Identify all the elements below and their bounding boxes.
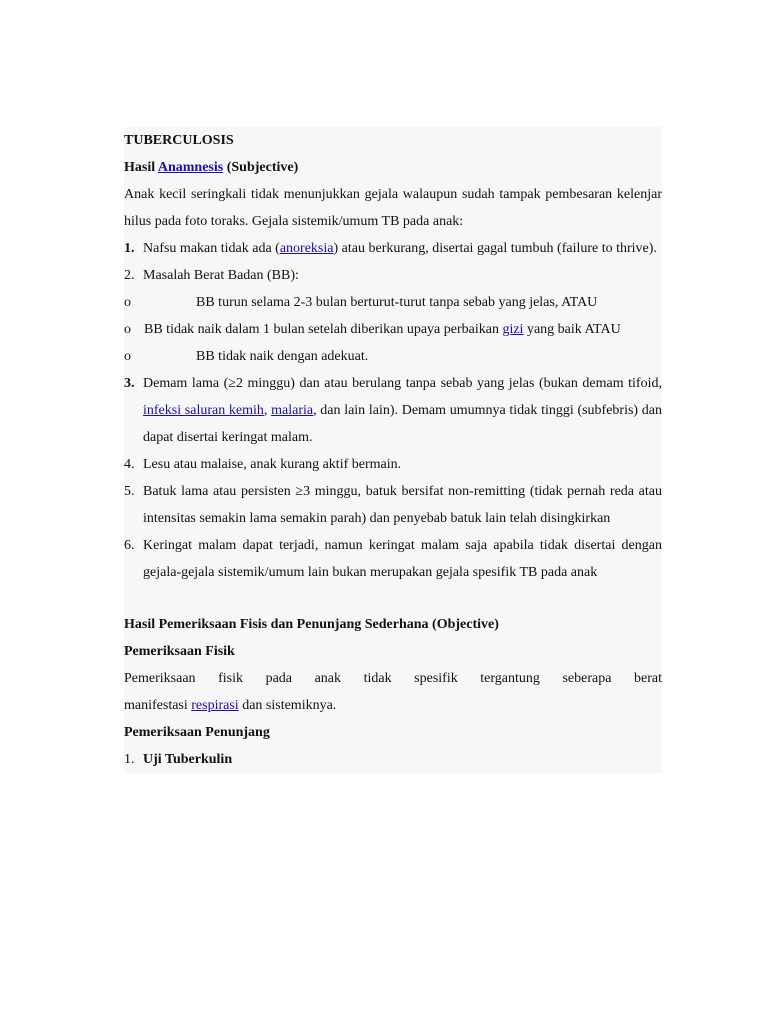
gizi-link[interactable]: gizi [502,322,524,337]
text-segment: BB tidak naik dalam 1 bulan setelah diberikan upaya perbaikan [144,322,503,337]
list-item-text: Lesu atau malaise, anak kurang aktif bermain. [143,457,402,472]
text-segment: dan sistemiknya. [238,698,337,713]
fisik-paragraph-line1: Pemeriksaan fisik pada anak tidak spesifik tergantung seberapa berat [124,671,662,686]
document-content [124,127,662,773]
sub-list-text [144,316,662,343]
sub-list-item [124,289,662,316]
malaria-link[interactable]: malaria [271,403,314,418]
list-item-text [143,235,662,262]
list-item-text: Keringat malam dapat terjadi, namun keringat malam saja apabila tidak disertai dengan gejala-gejala sistemik/umum lain bukan merupakan gejala spesifik TB pada anak [143,538,662,580]
text-segment: Nafsu makan tidak ada ( [143,241,280,256]
text-segment: manifestasi [124,698,192,713]
fisik-heading: Pemeriksaan Fisik [124,644,235,659]
text-segment: yang baik ATAU [523,322,621,337]
section-spacer [124,586,662,611]
text-segment: Demam lama (≥2 minggu) dan atau berulang tanpa sebab yang jelas (bukan demam tifoid, [143,376,662,391]
list-number: 4. [124,457,135,472]
objective-heading: Hasil Pemeriksaan Fisis dan Penunjang Sederhana (Objective) [124,617,499,632]
bullet-icon: o [124,349,131,364]
anamnesis-link[interactable]: Anamnesis [157,160,224,175]
respirasi-link[interactable]: respirasi [191,698,239,713]
list-number: 1. [124,752,135,767]
sub-list-text: BB tidak naik dengan adekuat. [196,349,369,364]
sub-list-item [124,343,662,370]
bullet-icon: o [124,322,131,337]
sub-list-item [124,316,662,343]
list-item [124,262,662,289]
list-item-text: Batuk lama atau persisten ≥3 minggu, batuk bersifat non-remitting (tidak pernah reda atau intensitas semakin lama semakin parah) dan penyebab batuk lain telah disingkirkan [143,484,662,526]
list-item-text [143,370,662,451]
infeksi-saluran-kemih-link[interactable]: infeksi saluran kemih [143,403,264,418]
list-number: 6. [124,538,135,553]
list-item [124,370,662,451]
text-segment: , dan lain lain). Demam umumnya tidak tinggi (subfebris) dan dapat disertai keringat malam. [143,403,663,445]
anamnesis-heading [124,154,662,181]
anamnesis-prefix: Hasil [124,160,156,175]
list-number: 2. [124,268,135,283]
list-item [124,478,662,532]
list-item [124,746,662,773]
intro-paragraph: Anak kecil seringkali tidak menunjukkan gejala walaupun sudah tampak pembesaran kelenjar hilus pada foto toraks. Gejala sistemik/umum TB pada anak: [124,187,662,229]
list-number: 5. [124,484,135,499]
penunjang-heading: Pemeriksaan Penunjang [124,725,270,740]
anoreksia-link[interactable]: anoreksia [279,241,334,256]
sub-list-text: BB turun selama 2-3 bulan berturut-turut tanpa sebab yang jelas, ATAU [196,295,598,310]
doc-title: TUBERCULOSIS [124,133,234,148]
list-item [124,451,662,478]
list-item [124,235,662,262]
text-segment: ) atau berkurang, disertai gagal tumbuh (failure to thrive). [333,241,657,256]
text-segment: , [263,403,272,418]
anamnesis-suffix: (Subjective) [226,160,299,175]
list-number: 1. [124,241,135,256]
bullet-icon: o [124,295,131,310]
list-item [124,532,662,586]
list-item-text: Masalah Berat Badan (BB): [143,268,299,283]
list-item-text: Uji Tuberkulin [143,752,233,767]
fisik-paragraph-line2 [124,692,662,719]
list-number: 3. [124,376,135,391]
